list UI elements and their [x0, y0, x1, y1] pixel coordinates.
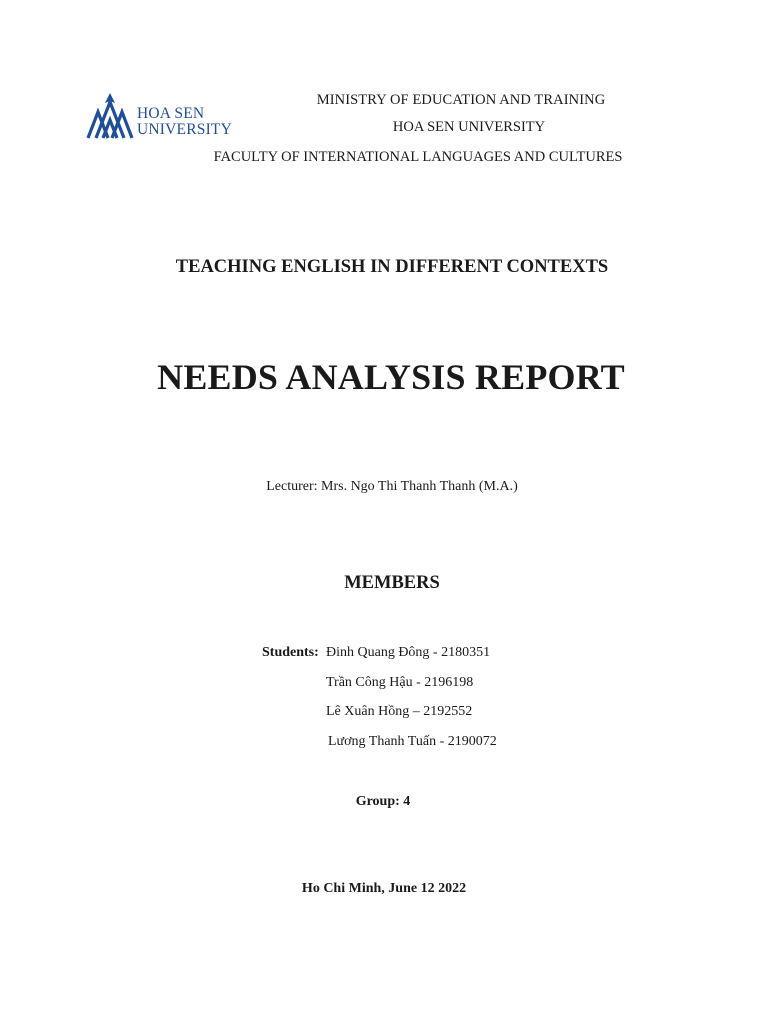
- course-title: TEACHING ENGLISH IN DIFFERENT CONTEXTS: [175, 257, 609, 277]
- university-heading: HOA SEN UNIVERSITY: [392, 119, 546, 135]
- logo-text-university: UNIVERSITY: [137, 121, 232, 138]
- student-entry: Trần Công Hậu - 2196198: [326, 675, 474, 690]
- ministry-heading: MINISTRY OF EDUCATION AND TRAINING: [316, 92, 606, 108]
- logo-text-hoa-sen: HOA SEN: [137, 105, 205, 122]
- group-number: Group: 4: [355, 794, 411, 809]
- lecturer-line: Lecturer: Mrs. Ngo Thi Thanh Thanh (M.A.): [266, 479, 518, 494]
- hoa-sen-lotus-logo-icon: [86, 92, 134, 140]
- members-heading: MEMBERS: [344, 573, 440, 593]
- students-label: Students:: [262, 645, 319, 660]
- university-logo: [86, 92, 236, 140]
- faculty-heading: FACULTY OF INTERNATIONAL LANGUAGES AND CULTURES: [213, 149, 623, 165]
- report-title: NEEDS ANALYSIS REPORT: [157, 357, 625, 397]
- place-and-date: Ho Chi Minh, June 12 2022: [301, 881, 467, 896]
- student-entry: Lương Thanh Tuấn - 2190072: [328, 734, 497, 749]
- student-entry: Đinh Quang Đông - 2180351: [326, 645, 491, 660]
- student-entry: Lê Xuân Hồng – 2192552: [326, 704, 473, 719]
